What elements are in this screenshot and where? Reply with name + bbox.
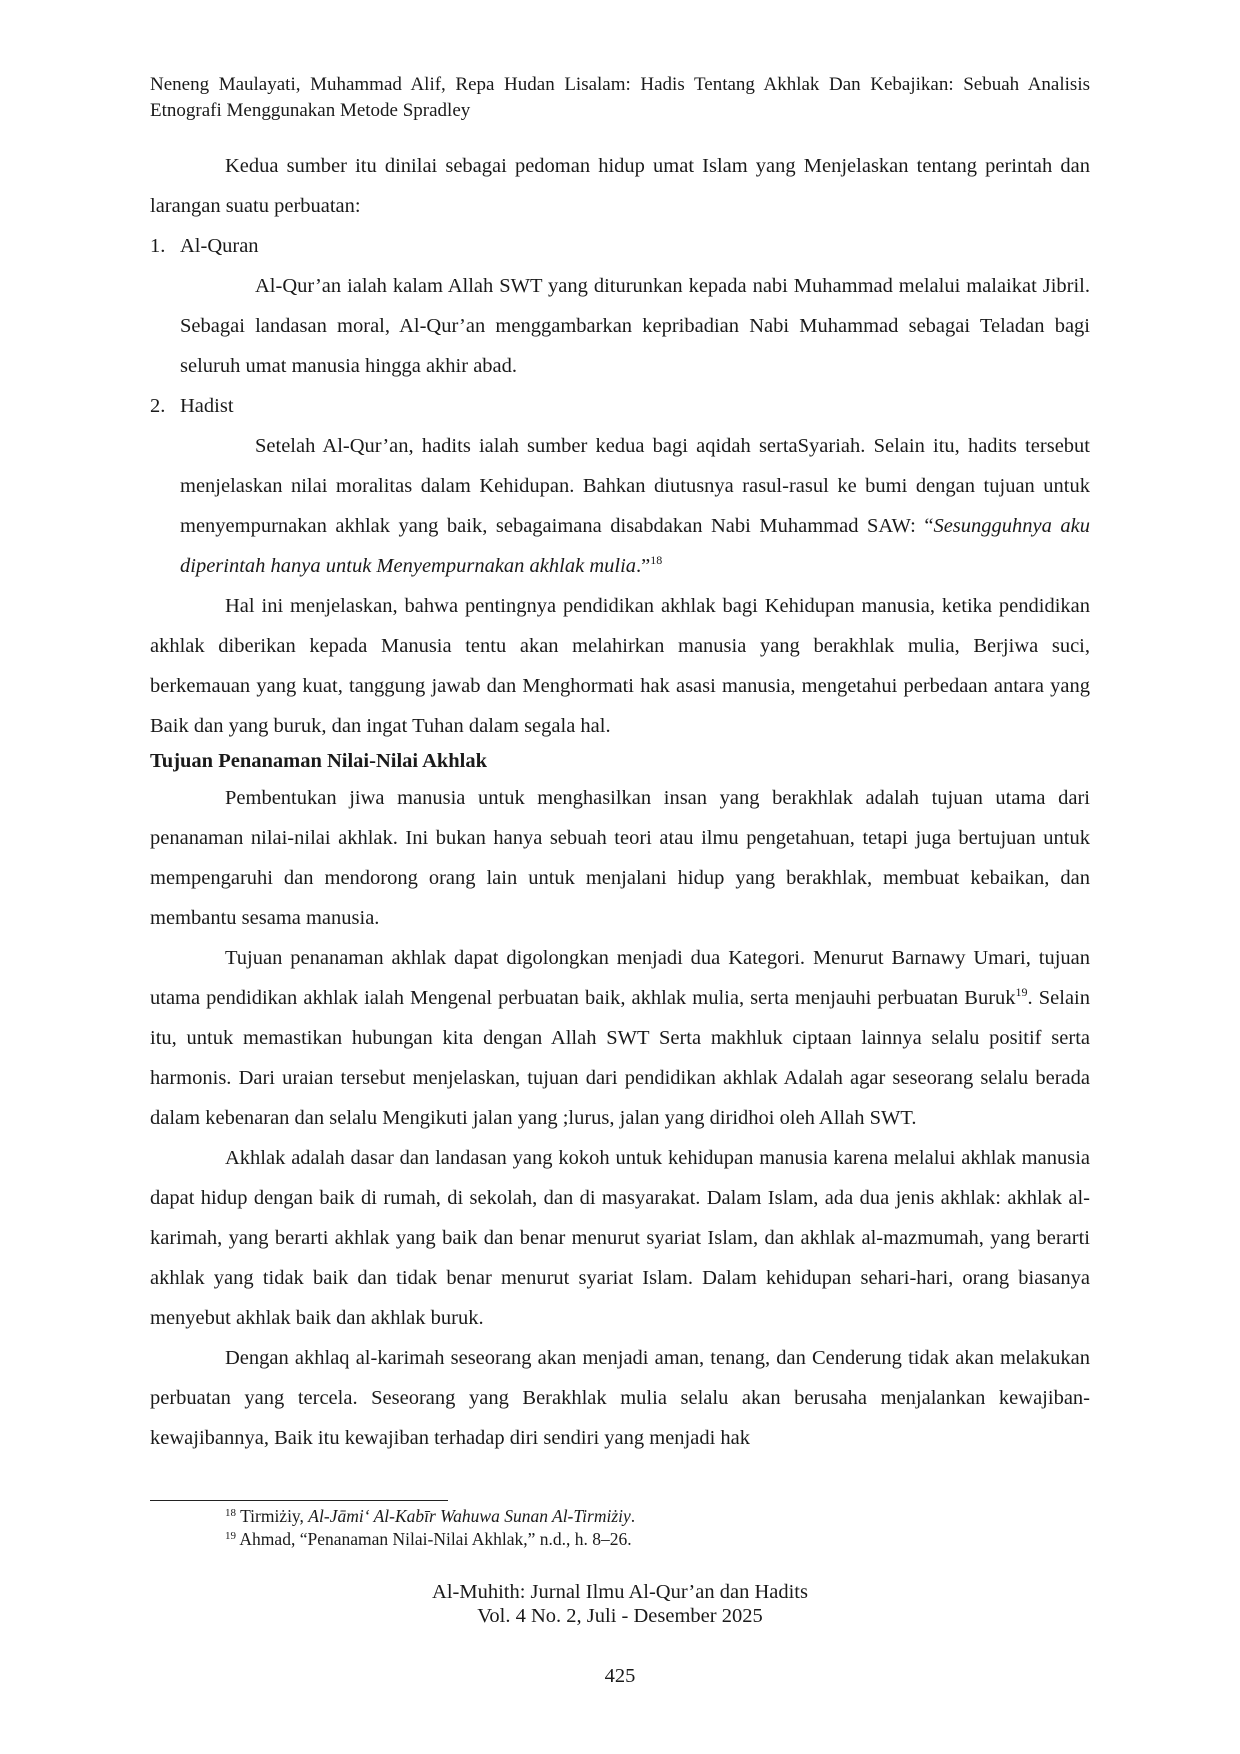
paragraph	[150, 938, 1090, 1138]
paragraph-text: . Selain itu, untuk memastikan hubungan kita dengan Allah SWT Serta makhluk ciptaan lainnya selalu positif serta harmonis. Dari uraian tersebut menjelaskan, tujuan dari pendidikan akhlak Adalah agar seseorang selalu berada dalam kebenaran dan selalu Mengikuti jalan yang ;lurus, jalan yang diridhoi oleh Allah SWT.	[150, 987, 1090, 1129]
list-title: Al-Quran	[180, 235, 259, 257]
paragraph: Akhlak adalah dasar dan landasan yang kokoh untuk kehidupan manusia karena melalui akhlak manusia dapat hidup dengan baik di rumah, di sekolah, dan di masyarakat. Dalam Islam, ada dua jenis akhlak: akhlak al-karimah, yang berarti akhlak yang baik dan benar menurut syariat Islam, dan akhlak al-mazmumah, yang berarti akhlak yang tidak baik dan tidak benar menurut syariat Islam. Dalam kehidupan sehari-hari, orang biasanya menyebut akhlak baik dan akhlak buruk.	[150, 1147, 1090, 1329]
paragraph: Hal ini menjelaskan, bahwa pentingnya pendidikan akhlak bagi Kehidupan manusia, ketika pendidikan akhlak diberikan kepada Manusia tentu akan melahirkan manusia yang berakhlak mulia, Berjiwa suci, berkemauan yang kuat, tanggung jawab dan Menghormati hak asasi manusia, mengetahui perbedaan antara yang Baik dan yang buruk, dan ingat Tuhan dalam segala hal.	[150, 595, 1090, 737]
list-item-text: Al-Qur’an ialah kalam Allah SWT yang diturunkan kepada nabi Muhammad melalui malaikat Jibril. Sebagai landasan moral, Al-Qur’an menggambarkan kepribadian Nabi Muhammad sebagai Teladan bagi seluruh umat manusia hingga akhir abad.	[180, 275, 1090, 377]
list-title: Hadist	[180, 395, 234, 417]
article-body	[150, 146, 1090, 1458]
list-item-heading	[150, 226, 1090, 266]
list-item-text	[180, 426, 1090, 586]
list-item	[150, 386, 1090, 586]
paragraph: Dengan akhlaq al-karimah seseorang akan menjadi aman, tenang, dan Cenderung tidak akan melakukan perbuatan yang tercela. Seseorang yang Berakhlak mulia selalu akan berusaha menjalankan kewajiban-kewajibannya, Baik itu kewajiban terhadap diri sendiri yang menjadi hak	[150, 1347, 1090, 1449]
footnotes	[225, 1505, 1090, 1551]
footnote-prefix: Tirmiżiy,	[240, 1506, 309, 1526]
footnote-item	[225, 1528, 1090, 1551]
footnote-item	[225, 1505, 1090, 1528]
footnote-title: Al-Jāmi‘ Al-Kabīr Wahuwa Sunan Al-Tirmiżiy	[308, 1506, 631, 1526]
footnote-number: 19	[225, 1530, 236, 1542]
hadith-quote: Sesungguhnya aku diperintah hanya untuk Menyempurnakan akhlak mulia	[180, 515, 1090, 577]
list-number: 2.	[150, 395, 166, 417]
footnote-suffix: .	[630, 1506, 636, 1526]
footnote-number: 18	[225, 1507, 236, 1519]
journal-footer	[0, 1580, 1240, 1628]
footnote-text: Ahmad, “Penanaman Nilai-Nilai Akhlak,” n.d., h. 8–26.	[239, 1529, 632, 1549]
list-item-heading	[150, 386, 1090, 426]
quote-end: .”	[636, 555, 651, 577]
paragraph: Pembentukan jiwa manusia untuk menghasilkan insan yang berakhlak adalah tujuan utama dari penanaman nilai-nilai akhlak. Ini bukan hanya sebuah teori atau ilmu pengetahuan, tetapi juga bertujuan untuk mempengaruhi dan mendorong orang lain untuk menjalani hidup yang berakhlak, membuat kebaikan, dan membantu sesama manusia.	[150, 787, 1090, 929]
journal-volume: Vol. 4 No. 2, Juli - Desember 2025	[477, 1605, 763, 1627]
list-item	[150, 226, 1090, 386]
paragraph-text: Tujuan penanaman akhlak dapat digolongkan menjadi dua Kategori. Menurut Barnawy Umari, tujuan utama pendidikan akhlak ialah Mengenal perbuatan baik, akhlak mulia, serta menjauhi perbuatan Buruk	[150, 947, 1090, 1009]
list-item-text-main: Setelah Al-Qur’an, hadits ialah sumber kedua bagi aqidah sertaSyariah. Selain itu, hadits tersebut menjelaskan nilai moralitas dalam Kehidupan. Bahkan diutusnya rasul-rasul ke bumi dengan tujuan untuk menyempurnakan akhlak yang baik, sebagaimana disabdakan Nabi Muhammad SAW: “	[180, 435, 1090, 537]
footnote-ref-18[interactable]: 18	[650, 553, 663, 567]
journal-name: Al-Muhith: Jurnal Ilmu Al-Qur’an dan Hadits	[432, 1581, 808, 1603]
footnote-ref-19[interactable]: 19	[1015, 985, 1028, 999]
list-number: 1.	[150, 235, 166, 257]
intro-paragraph: Kedua sumber itu dinilai sebagai pedoman hidup umat Islam yang Menjelaskan tentang perintah dan larangan suatu perbuatan:	[150, 155, 1090, 217]
footnote-divider	[150, 1500, 448, 1501]
section-heading: Tujuan Penanaman Nilai-Nilai Akhlak	[150, 750, 488, 772]
running-head: Neneng Maulayati, Muhammad Alif, Repa Hudan Lisalam: Hadis Tentang Akhlak Dan Kebajikan: Sebuah Analisis Etnografi Menggunakan Metode Spradley	[150, 74, 1090, 121]
page-number: 425	[604, 1665, 636, 1687]
